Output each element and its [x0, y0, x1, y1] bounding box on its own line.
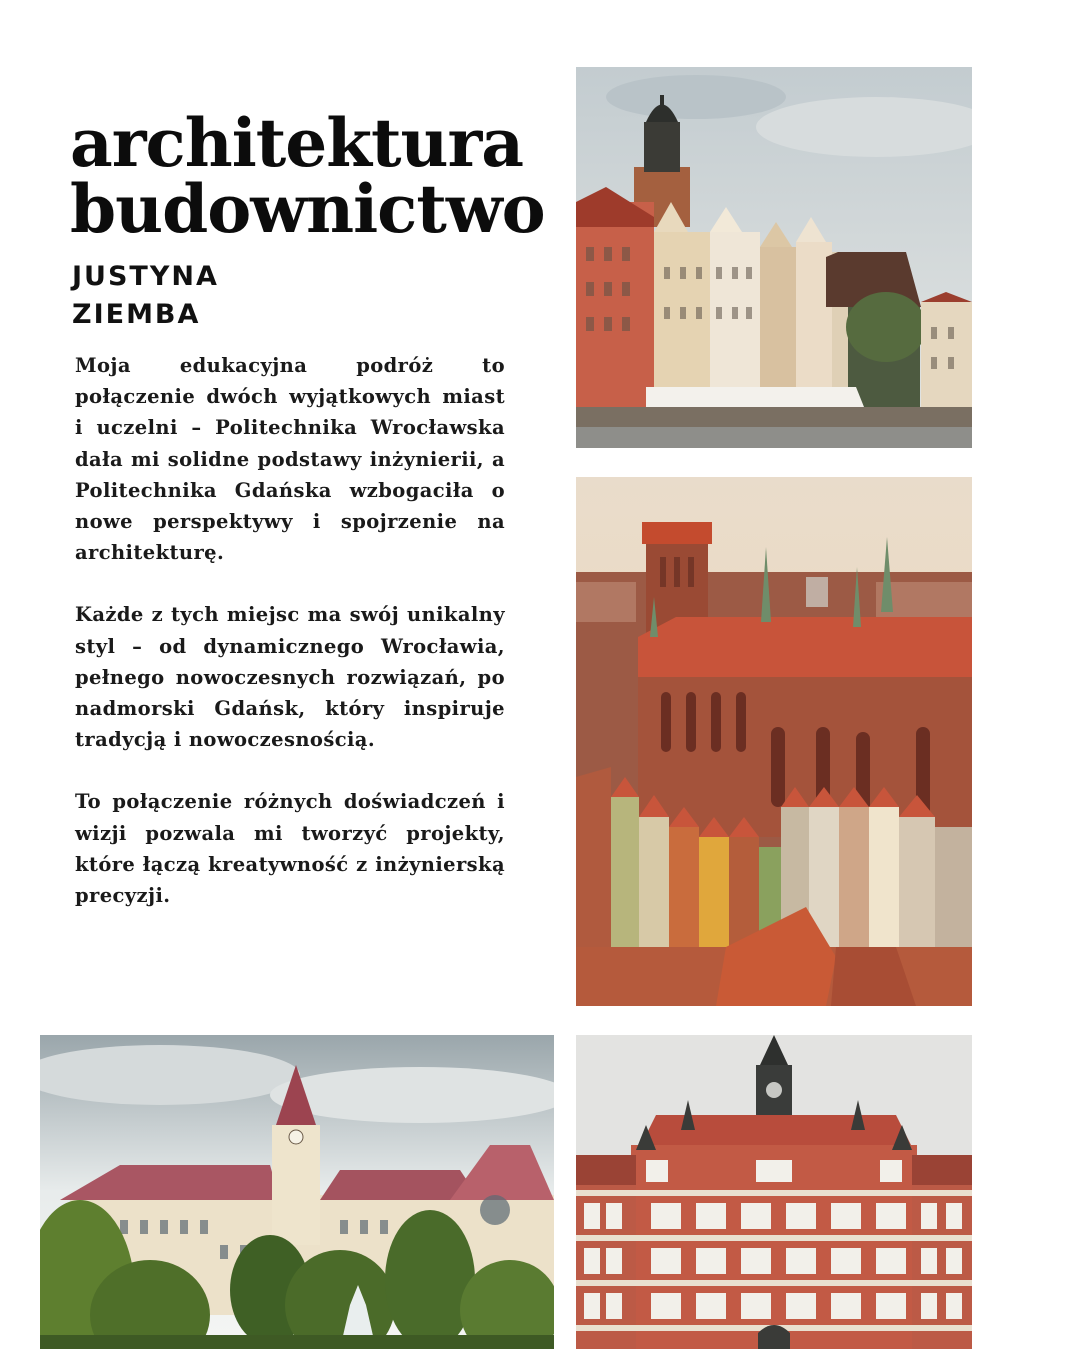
- page-title: [70, 104, 560, 248]
- paragraph-1: Moja edukacyjna podróż to połączenie dwóch wyjątkowych miast i uczelni – Politechnika Wrocławska dała mi solidne podstawy inżynierii, a Politechnika Gdańska wzbogaciła o nowe perspektywy i spojrzenie na architekturę.: [75, 354, 505, 565]
- title-line-1: architektura: [70, 104, 523, 182]
- photo-gdansk-old-town: [576, 477, 972, 1006]
- paragraph-3: To połączenie różnych doświadczeń i wizji pozwala mi tworzyć projekty, które łączą kreatywność z inżynierską precyzji.: [75, 790, 505, 908]
- author-name: [72, 258, 372, 334]
- photo-wroclaw-market-square: [576, 67, 972, 448]
- author-last-name: ZIEMBA: [72, 299, 201, 330]
- title-line-2: budownictwo: [70, 170, 545, 248]
- author-first-name: JUSTYNA: [72, 261, 219, 292]
- intro-text: [75, 350, 505, 942]
- photo-gdansk-university: [576, 1035, 972, 1349]
- photo-wroclaw-university: [40, 1035, 554, 1349]
- paragraph-2: Każde z tych miejsc ma swój unikalny styl – od dynamicznego Wrocławia, pełnego nowoczesnych rozwiązań, po nadmorski Gdańsk, który inspiruje tradycją i nowoczesnością.: [75, 603, 505, 752]
